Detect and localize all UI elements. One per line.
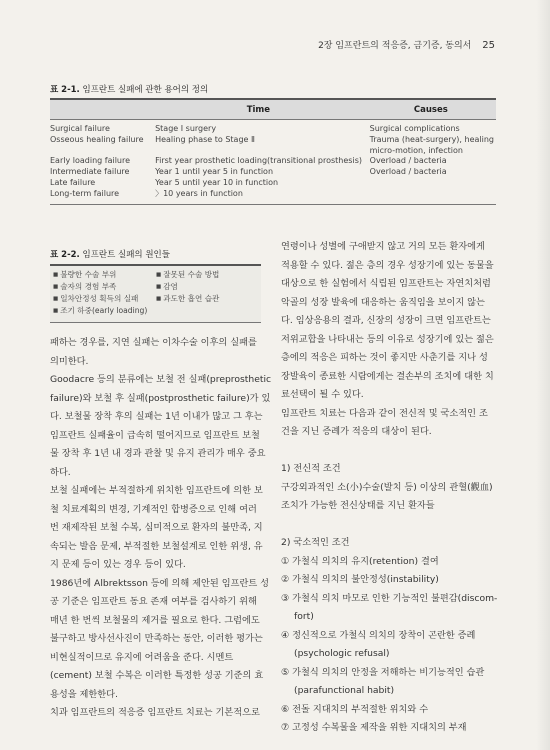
text-line: 패하는 경우를, 지연 실패는 이차수술 이후의 실패를 — [50, 337, 257, 348]
text-line: 임프란트 치료는 다음과 같이 전신적 및 국소적인 조 — [281, 407, 488, 419]
running-header — [318, 38, 495, 51]
text-line: 1986년에 Albrektsson 등에 의해 제안된 임프란트 성 — [50, 577, 269, 589]
list-item: ③ 가철식 의치 마모로 인한 기능적인 불편감(discom- — [281, 592, 498, 604]
cause-item: ■ 일차안정성 획득의 실패 — [53, 293, 153, 305]
text-line: 장발육이 종료한 시람에게는 결손부의 조치에 대한 치 — [281, 370, 494, 382]
systemic-conditions-section — [281, 460, 497, 516]
list-item: fort) — [294, 611, 314, 622]
text-line: 치과 임프란트의 적응증 임프란트 치료는 기본적으로 — [50, 707, 260, 718]
section-heading: 1) 전신적 조건 — [281, 463, 341, 474]
text-line: 건을 지닌 증례가 적응의 대상이 된다. — [281, 426, 432, 437]
text-line: 다. 보철물 장착 후의 실패는 1년 이내가 많고 그 후는 — [50, 411, 263, 422]
term: Late failure — [50, 177, 96, 187]
text-line: 번 재제작된 보철 수복, 심미적으로 환자의 불만족, 지 — [50, 522, 263, 533]
causes-left-list — [50, 266, 153, 322]
list-item: ⑥ 전돌 지대치의 부적절한 위치와 수 — [281, 703, 429, 715]
text-line: 하다. — [50, 466, 71, 478]
local-conditions-section — [281, 534, 497, 738]
list-item: (parafunctional habit) — [294, 685, 395, 696]
text-line: 물 장착 후 1년 내 경과 관찰 및 유지 관리가 매우 중요 — [50, 448, 266, 459]
text-line: 불구하고 방사선사진이 만족하는 동안, 이러한 평가는 — [50, 633, 263, 644]
cause-value: micro-motion, infection — [369, 145, 463, 155]
time-value: 〉10 years in function — [155, 188, 243, 198]
list-item: ① 가철식 의치의 유지(retention) 결여 — [281, 555, 439, 567]
cause-item: ■ 과도한 흡연 습관 — [156, 293, 219, 305]
cause-item: ■ 불량한 수술 부위 — [53, 269, 153, 281]
page-number: 25 — [482, 40, 495, 51]
text-line: 저위교합을 나타내는 등의 이유로 성장기에 있는 젊은 — [281, 333, 494, 345]
term: Long-term failure — [50, 188, 120, 198]
term: Surgical failure — [50, 124, 110, 133]
left-paragraph-3 — [50, 482, 262, 575]
term: Osseous healing failure — [50, 134, 144, 144]
chapter-title: 2장 임프란트의 적응증, 금기증, 동의서 — [318, 41, 472, 51]
right-paragraph-1 — [281, 238, 497, 405]
table2-caption — [50, 248, 170, 260]
time-value: Healing phase to Stage Ⅱ — [155, 134, 255, 144]
cause-value: Overload / bacteria — [369, 167, 447, 177]
text-line: 지 문제 등이 있는 경우 등이 있다. — [50, 559, 186, 570]
cause-item: ■ 조기 하중(early loading) — [53, 305, 153, 317]
time-value: First year prosthetic loading(transitional prosthesis) — [155, 156, 362, 166]
table1-causes-cell — [366, 120, 496, 205]
text-line: 층에의 적응은 피하는 것이 좋지만 사춘기를 지나 성 — [281, 352, 488, 363]
table2-caption-text: 임프란트 실패의 원인들 — [82, 250, 170, 260]
cause-value: Surgical complications — [369, 124, 460, 133]
list-item: (psychologic refusal) — [294, 648, 390, 659]
cause-value: Overload / bacteria — [369, 156, 447, 166]
text-line: 료선택이 될 수 있다. — [281, 389, 364, 400]
left-body-column — [50, 334, 272, 723]
table1-header-row — [50, 99, 496, 120]
text-line: 악골의 성장 발육에 대응하는 움직임을 보이지 않는 — [281, 296, 485, 308]
text-line: 임프란트 실패율이 급속히 떨어지므로 임프란트 보철 — [50, 429, 260, 441]
text-line: 다. 임상응용의 결과, 신장의 성장이 크면 임프란트는 — [281, 315, 491, 326]
text-line: 보철 실패에는 부적절하게 위치한 임프란트에 의한 보 — [50, 485, 263, 496]
text-line: Goodacre 등의 분류에는 보철 전 실패(preprosthetic — [50, 374, 272, 385]
text-line: 철 치료계획의 변경, 기계적인 합병증으로 인해 여러 — [50, 503, 257, 515]
list-item: ④ 정신적으로 가철식 의치의 장착이 곤란한 증례 — [281, 629, 476, 641]
causes-right-list — [153, 266, 219, 322]
page-edge-shadow — [536, 0, 550, 750]
cause-value: Trauma (heat-surgery), healing — [369, 134, 494, 144]
text-line: (cement) 보철 수복은 이러한 특정한 성공 기준의 효 — [50, 670, 264, 681]
table1-caption-number: 표 2-1. — [50, 85, 80, 95]
list-item: ② 가철식 의치의 불안정성(instability) — [281, 574, 439, 585]
text-line: 적용할 수 있다. 젊은 층의 경우 성장기에 있는 동물을 — [281, 259, 494, 271]
text-line: 용성을 제한한다. — [50, 688, 118, 700]
text-line: 의미한다. — [50, 355, 89, 367]
table1-body-row — [50, 120, 496, 205]
table1-header-blank — [50, 99, 151, 120]
text-line: 매년 한 번씩 보철물의 제거를 필요로 한다. 그럼에도 — [50, 614, 260, 626]
right-paragraph-2 — [281, 405, 497, 442]
left-paragraph-1 — [50, 334, 262, 371]
time-value: Stage Ⅰ surgery — [155, 124, 217, 133]
text-line: 속되는 발음 문제, 부적절한 보철설계로 인한 위생, 유 — [50, 540, 263, 552]
text-line: 비현실적이므로 유지에 어려움을 준다. 시멘트 — [50, 651, 234, 663]
section-heading: 2) 국소적인 조건 — [281, 537, 350, 548]
list-item: ⑦ 고정성 수복물을 제작을 위한 지대치의 부재 — [281, 722, 467, 733]
failure-causes-box — [50, 264, 261, 323]
failure-terms-table — [50, 98, 496, 205]
term: Intermediate failure — [50, 167, 130, 177]
term: Early loading failure — [50, 156, 131, 166]
left-paragraph-4 — [50, 575, 269, 705]
text-line: 대상으로 한 실험에서 식립된 임프란트는 자연치처럼 — [281, 278, 491, 289]
table1-header-time: Time — [151, 99, 366, 120]
table2-caption-number: 표 2-2. — [50, 250, 80, 260]
table1-time-cell — [151, 120, 366, 205]
text-line: 연령이나 성별에 구애받지 않고 거의 모든 환자에게 — [281, 241, 485, 252]
left-paragraph-2 — [50, 371, 272, 482]
time-value: Year 1 until year 5 in function — [155, 167, 274, 177]
list-item: ⑤ 가철식 의치의 안정을 저해하는 비기능적인 습관 — [281, 666, 485, 678]
cause-item: ■ 잘못된 수술 방법 — [156, 269, 219, 281]
text-line: 공 기준은 임프란트 동요 존재 여부를 검사하기 위해 — [50, 596, 257, 607]
table1-caption — [50, 83, 208, 95]
text-line: failure)와 보철 후 실패(postprosthetic failure)가 있 — [50, 392, 271, 404]
right-body-column — [281, 238, 497, 738]
text-line: 구강외과적인 소(小)수술(발치 등) 이상의 관혈(觀血) — [281, 481, 493, 493]
time-value: Year 5 until year 10 in function — [155, 177, 279, 187]
cause-item: ■ 술자의 경험 부족 — [53, 281, 153, 293]
cause-item: ■ 감염 — [156, 281, 219, 293]
table1-caption-text: 임프란트 실패에 관한 용어의 정의 — [82, 85, 209, 95]
left-paragraph-5 — [50, 704, 262, 723]
text-line: 조치가 가능한 전신상태를 지닌 환자들 — [281, 500, 435, 511]
table1-terms-cell — [50, 120, 151, 205]
table1-header-causes: Causes — [366, 99, 496, 120]
